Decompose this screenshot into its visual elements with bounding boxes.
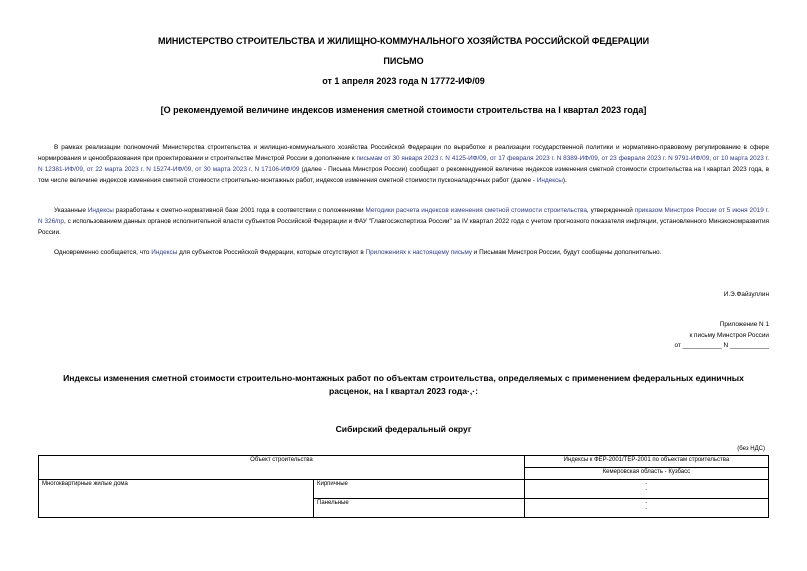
- indices-table: [38, 455, 769, 518]
- row-value-cell: [524, 480, 768, 499]
- appendix-number: Приложение N 1: [719, 321, 769, 328]
- annex-title-line-2: [0, 385, 807, 398]
- document-subject: [О рекомендуемой величине индексов изменения сметной стоимости строительства на I квартал 2023 года]: [160, 105, 647, 115]
- table-note: (без НДС): [737, 446, 765, 452]
- methodology-link[interactable]: Методики расчета индексов изменения сметной стоимости строительства: [365, 207, 587, 214]
- paragraph-2-text-a: Указанные: [54, 207, 88, 214]
- document-type: ПИСЬМО: [383, 56, 424, 66]
- paragraph-3-text-a: Одновременно сообщается, что: [54, 249, 152, 256]
- annex-title: [0, 372, 807, 398]
- paragraph-3: [38, 247, 769, 258]
- signature: И.Э.Файзуллин: [723, 291, 769, 298]
- header-indices: Индексы к ФЕР-2001/ТЕР-2001 по объектам строительства: [524, 456, 768, 468]
- paragraph-2: [38, 205, 769, 238]
- header-object: Объект строительства: [39, 456, 525, 480]
- row-value: -: [645, 481, 648, 487]
- paragraph-1-text-a: В рамках реализации полномочий Министерства строительства и жилищно-коммунального хозяйства Российской Федерации по выработке и реализации государственной политики и нормативно-правовому регулированию в сфере нормирования и ценообразования при проектировании и строительстве Минстрой России в дополнение к: [38, 144, 769, 162]
- letters-link[interactable]: письмам от 30 января 2023 г. N 4125-ИФ/09, от 17 февраля 2023 г. N 8389-ИФ/09, от 23 февраля 2023 г. N 9791-ИФ/09, от 10 марта 2023 г. N 12381-ИФ/09, от 22 марта 2023 г. N 15274-ИФ/09, от 30 марта 2023 г. N 17106-ИФ/09: [38, 155, 769, 173]
- appendix-date-number: от ___________ N ___________: [674, 342, 769, 349]
- row-value: -: [645, 487, 648, 493]
- order-link[interactable]: приказом Минстроя России от 5 июня 2019 г. N 326/пр: [38, 207, 769, 225]
- indices-link[interactable]: Индексы: [87, 207, 114, 214]
- paragraph-2-text-c: , утвержденной: [586, 207, 635, 214]
- paragraph-1-text-c: ).: [562, 177, 567, 184]
- paragraph-2-text-d: , с использованием данных органов исполнительной власти субъектов Российской Федерации и ФАУ "Главгосэкспертиза России" за IV квартал 2022 года с учетом прогнозного показателя инфляции, установленного Минэкономразвития России.: [38, 218, 769, 236]
- paragraph-1-text-b: (далее - Письма Минстроя России) сообщает о рекомендуемой величине индексов изменения сметной стоимости строительства на I квартал 2023 года, в том числе величине индексов изменения сметной стоимости строительно-монтажных работ, индексов изменения сметной стоимости пусконаладочных работ (далее -: [38, 166, 769, 184]
- annex-title-suffix: ·,·:: [467, 386, 479, 396]
- indices-link[interactable]: Индексы: [151, 249, 178, 256]
- table-row: [39, 480, 769, 499]
- paragraph-3-text-c: и Письмам Минстроя России, будут сообщены дополнительно.: [472, 249, 662, 256]
- paragraph-3-text-b: для субъектов Российской Федерации, которые отсутствуют в: [177, 249, 366, 256]
- annex-title-line-2-text: расценок, на I квартал 2023 года: [328, 386, 468, 396]
- ministry-heading: МИНИСТЕРСТВО СТРОИТЕЛЬСТВА И ЖИЛИЩНО-КОММУНАЛЬНОГО ХОЗЯЙСТВА РОССИЙСКОЙ ФЕДЕРАЦИИ: [157, 36, 650, 46]
- appendix-reference: [675, 320, 769, 352]
- paragraph-2-text-b: разработаны к сметно-нормативной базе 2001 года в соответствии с положениями: [113, 207, 366, 214]
- row-type-label: Кирпичные: [314, 480, 525, 499]
- table-header-row: [39, 456, 769, 468]
- appendix-letter-ref: к письму Минстроя России: [689, 331, 769, 339]
- annex-title-line-1: Индексы изменения сметной стоимости строительно-монтажных работ по объектам строительства, определяемых с применением федеральных единичных: [63, 373, 744, 383]
- row-value: -: [645, 500, 648, 506]
- document-date-number: от 1 апреля 2023 года N 17772-ИФ/09: [322, 76, 485, 86]
- district-heading: Сибирский федеральный округ: [335, 424, 472, 434]
- indices-link[interactable]: Индексы: [536, 177, 563, 184]
- row-group-label: Многоквартирные жилые дома: [39, 480, 314, 518]
- row-value: -: [645, 506, 648, 512]
- appendices-link[interactable]: Приложениях к настоящему письму: [365, 249, 472, 256]
- row-type-label: Панельные: [314, 499, 525, 518]
- paragraph-1: [38, 142, 769, 186]
- row-value-cell: [524, 499, 768, 518]
- header-region: Кемеровская область - Кузбасс: [524, 468, 768, 480]
